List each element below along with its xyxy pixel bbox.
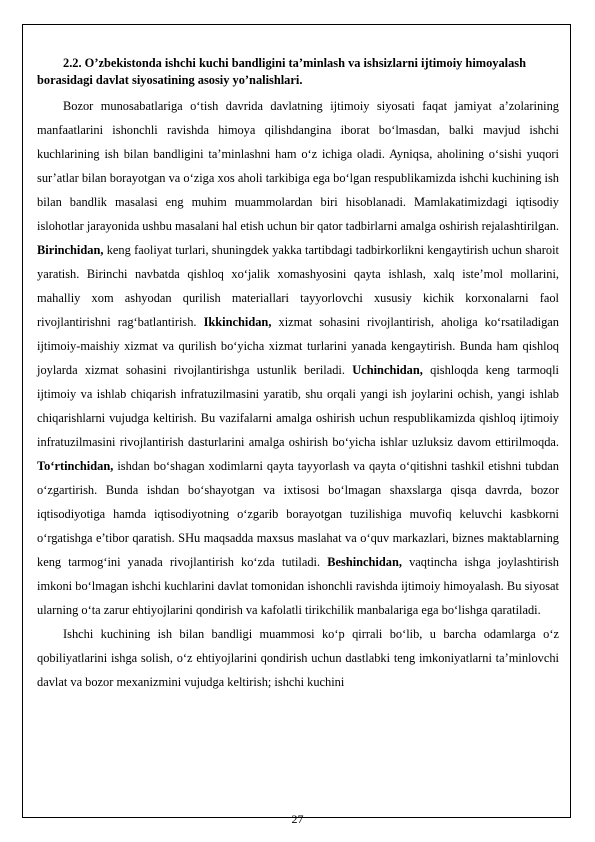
document-body — [37, 55, 559, 694]
keyword-second: Ikkinchidan, — [203, 315, 272, 329]
paragraph-1-text-4: qishloqda keng tarmoqli ijtimoiy va ishlab chiqarish infratuzilmasini yaratib, shu orqali yangi ish joylarini ochish, yangi ishlab chiqarishlarni vujudga keltirish. Bu vazifalarni amalga oshirish uchun respublikamizda qishloq ijtimoiy infratuzilmasini rivojlantirish dasturlarini amalga oshirish bo‘yicha ishlar uzluksiz davom ettirilmoqda. — [37, 363, 559, 449]
keyword-fourth: To‘rtinchidan, — [37, 459, 114, 473]
paragraph-1-text-6: vaqtincha ishga joylashtirish imkoni bo‘lmagan ishchi kuchlarini davlat tomonidan ishonchli ravishda ijtimoiy himoyalash. Bu siyosat ularning o‘ta zarur ehtiyojlarini qondirish va kafolatli tirikchilik manbalariga ega bo‘lishga qaratiladi. — [37, 555, 559, 617]
section-heading: 2.2. O’zbekistonda ishchi kuchi bandligini ta’minlash va ishsizlarni ijtimoiy himoyalash borasidagi davlat siyosatining asosiy yo’nalishlari. — [37, 56, 527, 87]
keyword-fifth: Beshinchidan, — [327, 555, 402, 569]
paragraph-1-text-3: xizmat sohasini rivojlantirish, aholiga ko‘rsatiladigan ijtimoiy-maishiy xizmat va qurilish bo‘yicha xizmat turlarini yanada kengaytirish. Bunda ham qishloq joylarda xizmat sohasini rivojlantirishga ustunlik beriladi. — [37, 315, 559, 377]
body-paragraph-2: Ishchi kuchining ish bilan bandligi muammosi ko‘p qirrali bo‘lib, u barcha odamlarga o‘z qobiliyatlarini ishga solish, o‘z ehtiyojlarini qondirish uchun dastlabki teng imkoniyatlarni ta’minlovchi davlat va bozor mexanizmini vujudga keltirish; ishchi kuchini — [37, 627, 559, 689]
paragraph-1-text-5: ishdan bo‘shagan xodimlarni qayta tayyorlash va qayta o‘qitishni tashkil etishni tubdan o‘zgartirish. Bunda ishdan bo‘shayotgan va ixtisosi bo‘lmagan shaxslarga qisqa davrda, bozor iqtisodiyotiga hamda iqtisodiyotning o‘zgarib borayotgan tuzilishiga muvofiq keluvchi kasbkorni o‘rgatishga e’tibor qaratish. SHu maqsadda maxsus maslahat va o‘quv markazlari, biznes maktablarning keng tarmog‘ini yanada rivojlantirish ko‘zda tutiladi. — [37, 459, 559, 569]
keyword-first: Birinchidan, — [37, 243, 104, 257]
body-paragraph-1 — [37, 94, 559, 622]
paragraph-1-text-1: Bozor munosabatlariga o‘tish davrida davlatning ijtimoiy siyosati faqat jamiyat a’zolarining manfaatlarini ishonchli ravishda himoya qilishdangina iborat bo‘lmasdan, balki mavjud ishchi kuchlarining ish bilan bandligini ta’minlashni ham o‘z ichiga oladi. Ayniqsa, aholining o‘sishi yuqori sur’atlar bilan borayotgan va o‘ziga xos aholi tarkibiga ega bo‘lgan respublikamizda ishchi kuchining ish bilan bandlik masalasi eng muhim muammolardan biri hisoblanadi. Mamlakatimizdagi iqtisodiy islohotlar jarayonida ushbu masalani hal etish uchun bir qator tadbirlarni amalga oshirish rejalashtirilgan. — [37, 99, 559, 233]
keyword-third: Uchinchidan, — [352, 363, 423, 377]
paragraph-1-text-2: keng faoliyat turlari, shuningdek yakka tartibdagi tadbirkorlikni kengaytirish uchun sharoit yaratish. Birinchi navbatda qishloq xo‘jalik xomashyosini qayta ishlash, xalq iste’mol mollarini, mahalliy xom ashyodan qurilish materiallari tayyorlovchi xususiy kichik korxonalarni faol rivojlantirishni rag‘batlantirish. — [37, 243, 559, 329]
page-number: 27 — [291, 812, 304, 826]
